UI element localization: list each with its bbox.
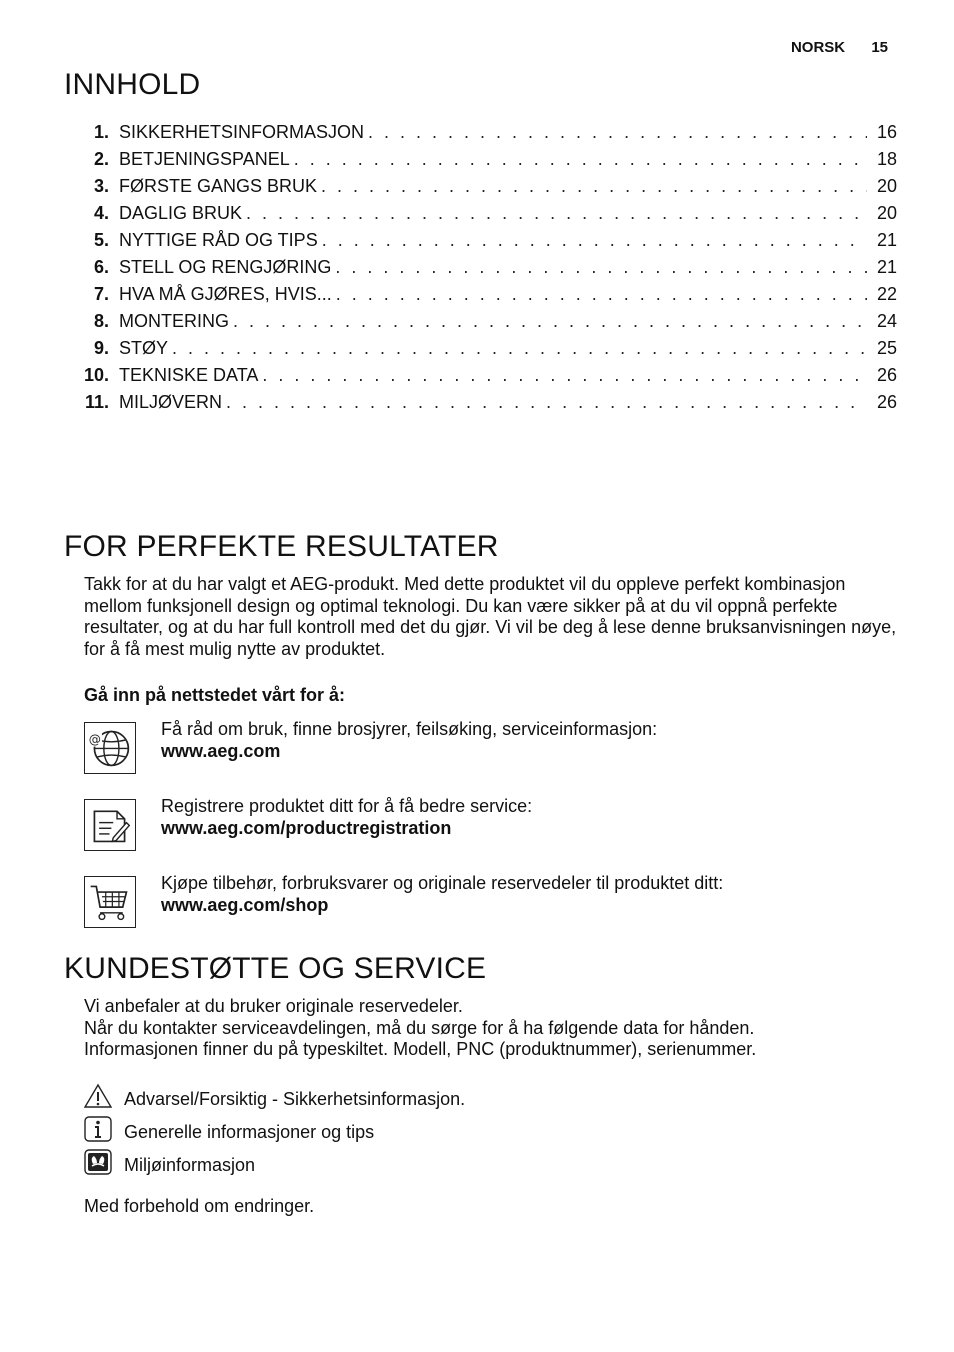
toc-item[interactable] bbox=[75, 311, 897, 338]
toc-item-page: 20 bbox=[876, 203, 897, 223]
toc-item-title: HVA MÅ GJØRES, HVIS... bbox=[119, 284, 332, 304]
toc-item[interactable] bbox=[75, 392, 897, 419]
table-of-contents bbox=[75, 122, 897, 419]
legend-label: Advarsel/Forsiktig - Sikkerhetsinformasjon. bbox=[124, 1089, 466, 1109]
toc-item-page: 26 bbox=[876, 365, 897, 385]
legend-label: Miljøinformasjon bbox=[124, 1155, 256, 1175]
language-label: NORSK bbox=[790, 39, 846, 56]
toc-leader-dots bbox=[226, 392, 867, 413]
globe-at-icon bbox=[84, 722, 136, 774]
registration-form-icon bbox=[84, 799, 136, 851]
toc-item-title: BETJENINGSPANEL bbox=[119, 149, 290, 169]
toc-item[interactable] bbox=[75, 257, 897, 284]
toc-item-title: SIKKERHETSINFORMASJON bbox=[119, 122, 365, 142]
toc-title: INNHOLD bbox=[64, 68, 201, 101]
web-link-text-block bbox=[161, 718, 657, 762]
page-number: 15 bbox=[871, 39, 888, 56]
website-link[interactable]: www.aeg.com bbox=[161, 741, 281, 761]
toc-leader-dots bbox=[322, 230, 867, 251]
toc-leader-dots bbox=[262, 365, 867, 386]
svg-text:@: @ bbox=[88, 732, 102, 747]
toc-item[interactable] bbox=[75, 176, 897, 203]
service-section-title: KUNDESTØTTE OG SERVICE bbox=[64, 952, 487, 985]
toc-item-number: 10. bbox=[83, 365, 109, 385]
environment-icon bbox=[84, 1149, 112, 1175]
toc-item-page: 22 bbox=[876, 284, 897, 304]
toc-item-title: MILJØVERN bbox=[119, 392, 223, 412]
toc-item-number: 7. bbox=[93, 284, 109, 304]
toc-item-number: 4. bbox=[93, 203, 109, 223]
toc-item-page: 24 bbox=[876, 311, 897, 331]
results-intro: Takk for at du har valgt et AEG-produkt. Med dette produktet vil du oppleve perfekt kombinasjon mellom funksjonell design og optimal teknologi. Du kan være sikker på at du vil oppnå perfekte resultater, og at du har full kontroll med det du gjør. Vi vil be deg å lese denne bruksanvisningen nøye, for å få mest mulig nytte av produktet. bbox=[84, 574, 897, 659]
toc-item[interactable] bbox=[75, 338, 897, 365]
toc-leader-dots bbox=[172, 338, 867, 359]
web-link-description: Registrere produktet ditt for å få bedre service: bbox=[161, 796, 533, 816]
service-line: Vi anbefaler at du bruker originale reservedeler. bbox=[84, 996, 463, 1016]
toc-item-page: 26 bbox=[876, 392, 897, 412]
toc-item-page: 21 bbox=[876, 230, 897, 250]
service-line: Informasjonen finner du på typeskiltet. Modell, PNC (produktnummer), serienummer. bbox=[84, 1039, 757, 1059]
toc-item-number: 3. bbox=[93, 176, 109, 196]
shop-link[interactable]: www.aeg.com/shop bbox=[161, 895, 329, 915]
toc-item-number: 11. bbox=[84, 392, 109, 412]
toc-item-number: 5. bbox=[93, 230, 109, 250]
toc-item-page: 25 bbox=[876, 338, 897, 358]
toc-item-number: 9. bbox=[93, 338, 109, 358]
toc-leader-dots bbox=[335, 257, 867, 278]
web-link-item bbox=[84, 873, 904, 932]
web-link-description: Kjøpe tilbehør, forbruksvarer og originale reservedeler til produktet ditt: bbox=[161, 873, 724, 893]
toc-item-number: 8. bbox=[93, 311, 109, 331]
toc-item-title: DAGLIG BRUK bbox=[119, 203, 243, 223]
toc-item[interactable] bbox=[75, 284, 897, 311]
toc-item[interactable] bbox=[75, 230, 897, 257]
toc-item-title: TEKNISKE DATA bbox=[119, 365, 259, 385]
results-section-title: FOR PERFEKTE RESULTATER bbox=[64, 530, 499, 563]
toc-item[interactable] bbox=[75, 203, 897, 230]
toc-item-number: 6. bbox=[93, 257, 109, 277]
toc-leader-dots bbox=[321, 176, 867, 197]
toc-item-number: 2. bbox=[93, 149, 109, 169]
service-line: Når du kontakter serviceavdelingen, må du sørge for å ha følgende data for hånden. bbox=[84, 1017, 755, 1038]
toc-item-page: 21 bbox=[876, 257, 897, 277]
toc-item-title: STØY bbox=[119, 338, 169, 358]
visit-heading: Gå inn på nettstedet vårt for å: bbox=[84, 685, 346, 705]
toc-item-number: 1. bbox=[93, 122, 109, 142]
toc-leader-dots bbox=[336, 284, 867, 305]
toc-leader-dots bbox=[233, 311, 867, 332]
toc-leader-dots bbox=[294, 149, 867, 170]
shopping-cart-icon bbox=[84, 876, 136, 928]
web-link-item bbox=[84, 796, 904, 855]
toc-item[interactable] bbox=[75, 149, 897, 176]
toc-leader-dots bbox=[368, 122, 867, 143]
legend-label: Generelle informasjoner og tips bbox=[124, 1122, 375, 1142]
toc-item[interactable] bbox=[75, 365, 897, 392]
footer-note: Med forbehold om endringer. bbox=[84, 1196, 315, 1216]
web-link-text-block bbox=[161, 872, 723, 916]
web-link-description: Få råd om bruk, finne brosjyrer, feilsøking, serviceinformasjon: bbox=[161, 719, 658, 739]
web-link-item bbox=[84, 719, 904, 778]
warning-triangle-icon bbox=[84, 1083, 112, 1109]
page-header bbox=[791, 39, 888, 56]
service-text bbox=[84, 996, 904, 1061]
product-registration-link[interactable]: www.aeg.com/productregistration bbox=[161, 818, 452, 838]
toc-item-page: 16 bbox=[876, 122, 897, 142]
toc-item-title: NYTTIGE RÅD OG TIPS bbox=[119, 230, 318, 250]
toc-item-page: 20 bbox=[876, 176, 897, 196]
toc-item-title: FØRSTE GANGS BRUK bbox=[119, 176, 318, 196]
info-icon bbox=[84, 1116, 112, 1142]
toc-item-title: MONTERING bbox=[119, 311, 229, 331]
toc-item-title: STELL OG RENGJØRING bbox=[119, 257, 332, 277]
web-link-text-block bbox=[161, 795, 532, 839]
toc-leader-dots bbox=[246, 203, 867, 224]
toc-item[interactable] bbox=[75, 122, 897, 149]
toc-item-page: 18 bbox=[876, 149, 897, 169]
